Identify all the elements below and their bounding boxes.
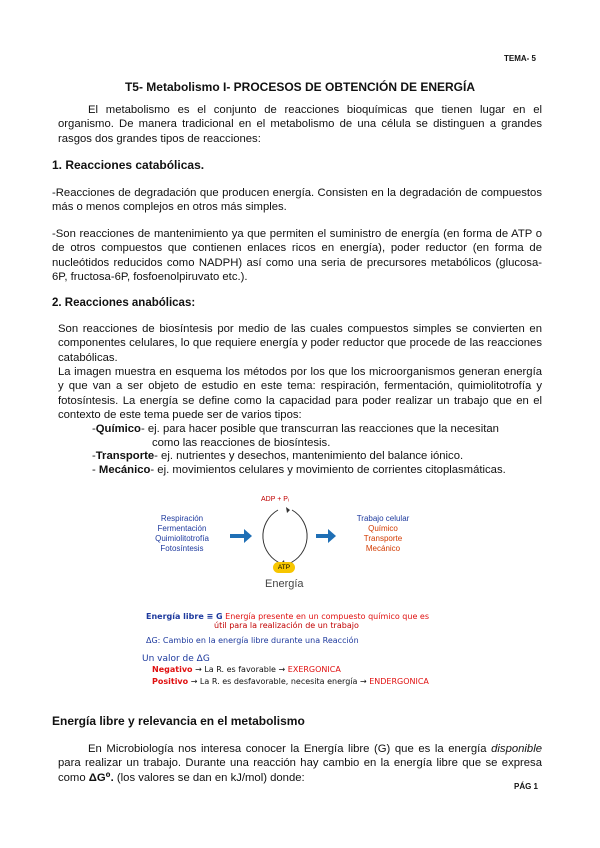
page-title: T5- Metabolismo I- PROCESOS DE OBTENCIÓN DE ENERGÍA [124, 80, 476, 94]
section2-paragraph-2: La imagen muestra en esquema los métodos por los que los microorganismos generan energía y que van a ser objeto de estudio en este tema: respiración, fermentación, quimiolitotrofía y fotosíntesis. La energía se define como la capacidad para poder realizar un trabajo que en el contexto de este tema puede ser de varios tipos: [58, 366, 542, 421]
section1-heading: 1. Reacciones catabólicas. [52, 158, 205, 172]
bullet-mecanico: - Mecánico- ej. movimientos celulares y movimiento de corrientes citoplasmáticas. [92, 464, 506, 476]
atp-label: ATP [273, 562, 295, 573]
cycle-arc-right [288, 510, 307, 564]
cycle-arc-left [263, 510, 282, 564]
def-positivo: Positivo → La R. es desfavorable, necesita energía → ENDERGONICA [152, 677, 429, 686]
def-energia-libre-cont: útil para la realización de un trabajo [214, 621, 359, 630]
section1-paragraph-2: -Son reacciones de mantenimiento ya que permiten el suministro de energía (en forma de ATP o de otros compuestos que contienen enlaces ricos en energía), poder reductor (en forma de nucleótidos reducidos como NADPH) así como una seria de precursores metabólicos (glucosa-6P, fructosa-6P, fosfoenolpiruvato etc.). [52, 228, 542, 283]
input-arrow-icon [230, 529, 252, 543]
bullet-quimico: -Químico- ej. para hacer posible que transcurran las reacciones que la necesitan como las reacciones de biosíntesis. [92, 423, 499, 450]
def-negativo: Negativo → La R. es favorable → EXERGONICA [152, 665, 341, 674]
def-energia-libre: Energía libre ≡ G Energía presente en un compuesto químico que es [146, 612, 430, 621]
output-arrow-icon [316, 529, 336, 543]
adp-label: ADP + Pᵢ [261, 496, 290, 503]
section2-paragraph-1: Son reacciones de biosíntesis por medio de las cuales compuestos simples se convierten en componentes celulares, lo que requiere energía y poder reductor que procede de las reacciones catabólicas. [58, 323, 542, 364]
bullet-transporte: -Transporte- ej. nutrientes y desechos, mantenimiento del balance iónico. [92, 450, 464, 462]
energy-cycle-figure [140, 496, 480, 596]
section2-heading: 2. Reacciones anabólicas: [52, 297, 196, 309]
energy-sources-list: Respiración Fermentación Quimiolitotrofía Fotosíntesis [155, 514, 209, 553]
header-tag: TEMA- 5 [504, 54, 536, 63]
section1-paragraph-1: -Reacciones de degradación que producen energía. Consisten en la degradación de compuestos más o menos complejos en otros más simples. [52, 187, 542, 214]
intro-paragraph: El metabolismo es el conjunto de reacciones bioquímicas que tienen lugar en el organismo. De manera tradicional en el metabolismo de una célula se distinguen a grandes rasgos dos grandes tipos de reacciones: [58, 104, 542, 145]
cycle-diagram [140, 496, 480, 596]
page-number: PÁG 1 [513, 782, 538, 791]
arc-right-head-icon [286, 507, 290, 513]
energia-label: Energía [265, 578, 304, 590]
section3-paragraph: En Microbiología nos interesa conocer la Energía libre (G) que es la energía disponible para realizar un trabajo. Durante una reacción hay cambio en la energía libre que se expresa como ΔG⁰. (los valores se dan en kJ/mol) donde: [58, 743, 542, 784]
def-delta-g: ΔG: Cambio en la energía libre durante una Reacción [146, 636, 359, 645]
def-valor-delta-g: Un valor de ΔG [142, 654, 210, 664]
section3-heading: Energía libre y relevancia en el metabolismo [52, 714, 305, 728]
cellular-work-list: Trabajo celular Químico Transporte Mecánico [356, 514, 410, 553]
